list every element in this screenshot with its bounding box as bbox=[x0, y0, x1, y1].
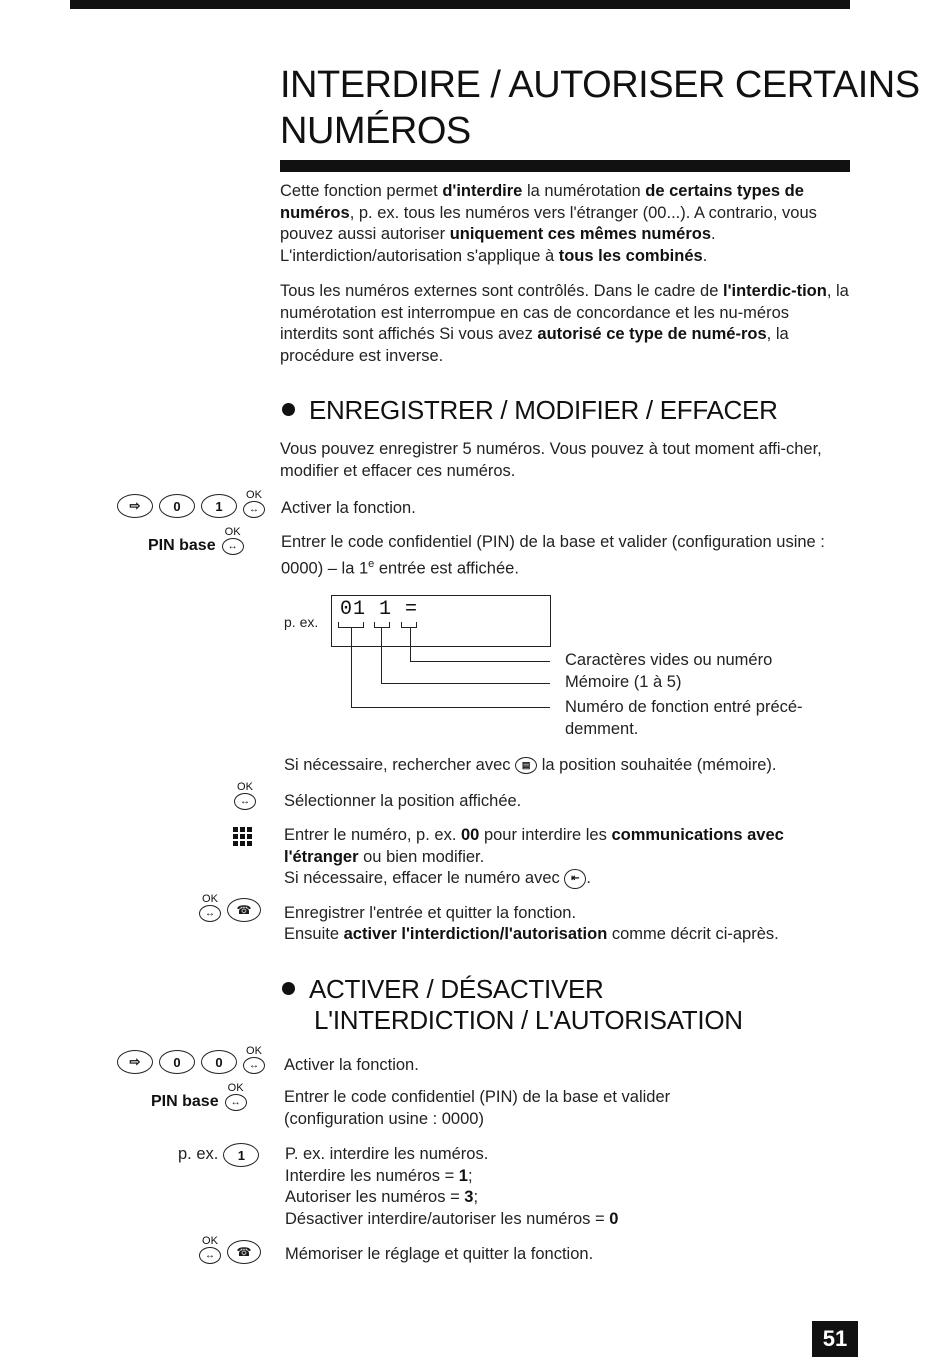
section-heading-2 bbox=[282, 974, 743, 1036]
example-label: p. ex. bbox=[284, 614, 319, 630]
leader-line bbox=[381, 683, 550, 684]
legend-item: Numéro de fonction entré précé-demment. bbox=[565, 698, 803, 738]
lcd-bracket bbox=[401, 622, 417, 628]
digit-key-icon: 1 bbox=[223, 1143, 259, 1167]
step-search: Si nécessaire, rechercher avec ▤ la position souhaitée (mémoire). bbox=[284, 756, 777, 774]
pin-base-label: PIN base bbox=[151, 1093, 219, 1110]
menu-arrow-key-icon: ⇨ bbox=[117, 494, 153, 518]
bullet-icon bbox=[282, 403, 295, 416]
digit-key-icon: 0 bbox=[201, 1050, 237, 1074]
ok-key-icon: OK ↔ bbox=[243, 490, 265, 518]
phonebook-key-icon: ▤ bbox=[515, 757, 537, 774]
legend-item: Mémoire (1 à 5) bbox=[565, 673, 682, 691]
ok-key-icon: OK ↔ bbox=[234, 782, 256, 810]
option-line: Interdire les numéros = 1; bbox=[285, 1166, 473, 1185]
step-save: Enregistrer l'entrée et quitter la fonction. bbox=[284, 904, 577, 922]
bullet-icon bbox=[282, 982, 295, 995]
digit-key-icon: 0 bbox=[159, 494, 195, 518]
ok-key-icon: OK ↔ bbox=[243, 1046, 265, 1074]
section-heading-1 bbox=[282, 395, 778, 426]
pin-base-group bbox=[148, 527, 244, 555]
save-keys-2 bbox=[199, 1236, 261, 1264]
option-line: P. ex. interdire les numéros. bbox=[285, 1145, 489, 1163]
ok-key-icon: OK ↔ bbox=[199, 1236, 221, 1264]
menu-arrow-key-icon: ⇨ bbox=[117, 1050, 153, 1074]
step-activate: Activer la fonction. bbox=[281, 499, 416, 517]
section-heading-1-text: ENREGISTRER / MODIFIER / EFFACER bbox=[309, 395, 778, 425]
delete-key-icon: ⇤ bbox=[564, 869, 586, 889]
top-bar bbox=[70, 0, 850, 9]
section2-key-sequence bbox=[117, 1046, 265, 1074]
digit-key-icon: 0 bbox=[159, 1050, 195, 1074]
leader-line bbox=[351, 628, 352, 708]
ok-key-icon: OK ↔ bbox=[222, 527, 244, 555]
step-enter-number: Entrer le numéro, p. ex. 00 pour interdire les communications avec l'étranger ou bien modifier. bbox=[284, 826, 784, 866]
end-call-key-icon: ☎ bbox=[227, 1240, 261, 1264]
title-rule bbox=[280, 160, 850, 172]
keypad-icon bbox=[233, 823, 255, 849]
example-key-group bbox=[178, 1143, 259, 1167]
example-label-2: p. ex. bbox=[178, 1145, 219, 1164]
intro-paragraph-2: Tous les numéros externes sont contrôlés. Dans le cadre de l'interdic-tion, la numérotation est interrompue en cas de concordance et les nu-méros interdits sont affichés Si vous avez autorisé ce type de numé-ros, la procédure est inverse. bbox=[280, 282, 849, 365]
option-line: Autoriser les numéros = 3; bbox=[285, 1188, 479, 1206]
title-line-2: NUMÉROS bbox=[280, 110, 471, 152]
step-pin: Entrer le code confidentiel (PIN) de la base et valider (configuration usine : 0000) – la 1e entrée est affichée. bbox=[281, 533, 825, 577]
pin-base-label: PIN base bbox=[148, 537, 216, 554]
pin-base-group-2 bbox=[151, 1083, 247, 1111]
end-call-key-icon: ☎ bbox=[227, 898, 261, 922]
digit-key-icon: 1 bbox=[201, 494, 237, 518]
step-pin-2: Entrer le code confidentiel (PIN) de la base et valider (configuration usine : 0000) bbox=[284, 1088, 671, 1128]
leader-line bbox=[410, 661, 550, 662]
lcd-text: 01 1 = bbox=[340, 598, 419, 621]
leader-line bbox=[351, 707, 550, 708]
step-activate-2: Activer la fonction. bbox=[284, 1056, 419, 1074]
section1-key-sequence bbox=[117, 490, 265, 518]
leader-line bbox=[410, 628, 411, 662]
step-select: Sélectionner la position affichée. bbox=[284, 792, 522, 810]
title-line-1: INTERDIRE / AUTORISER CERTAINS bbox=[280, 64, 920, 106]
ok-key-icon: OK ↔ bbox=[199, 894, 221, 922]
section-heading-2-line-2: L'INTERDICTION / L'AUTORISATION bbox=[314, 1005, 743, 1035]
ok-key-icon: OK ↔ bbox=[225, 1083, 247, 1111]
step-delete: Si nécessaire, effacer le numéro avec ⇤ . bbox=[284, 869, 591, 887]
option-line: Désactiver interdire/autoriser les numéros = 0 bbox=[285, 1209, 619, 1228]
intro-paragraph-1: Cette fonction permet d'interdire la numérotation de certains types de numéros, p. ex. tous les numéros vers l'étranger (00...). A contrario, vous pouvez aussi autoriser uniquement ces mêmes numéros. L'interdiction/autorisation s'applique à tous les combinés. bbox=[280, 182, 817, 265]
save-keys bbox=[199, 894, 261, 922]
step-save-2: Mémoriser le réglage et quitter la fonction. bbox=[285, 1245, 594, 1263]
options-list bbox=[285, 1144, 618, 1230]
step-then: Ensuite activer l'interdiction/l'autorisation comme décrit ci-après. bbox=[284, 925, 779, 943]
section1-intro: Vous pouvez enregistrer 5 numéros. Vous pouvez à tout moment affi-cher, modifier et effacer ces numéros. bbox=[280, 440, 822, 480]
legend-item: Caractères vides ou numéro bbox=[565, 651, 773, 669]
leader-line bbox=[381, 628, 382, 684]
page-number: 51 bbox=[812, 1321, 858, 1357]
page-title bbox=[280, 62, 920, 154]
section-heading-2-line-1: ACTIVER / DÉSACTIVER bbox=[309, 974, 604, 1004]
